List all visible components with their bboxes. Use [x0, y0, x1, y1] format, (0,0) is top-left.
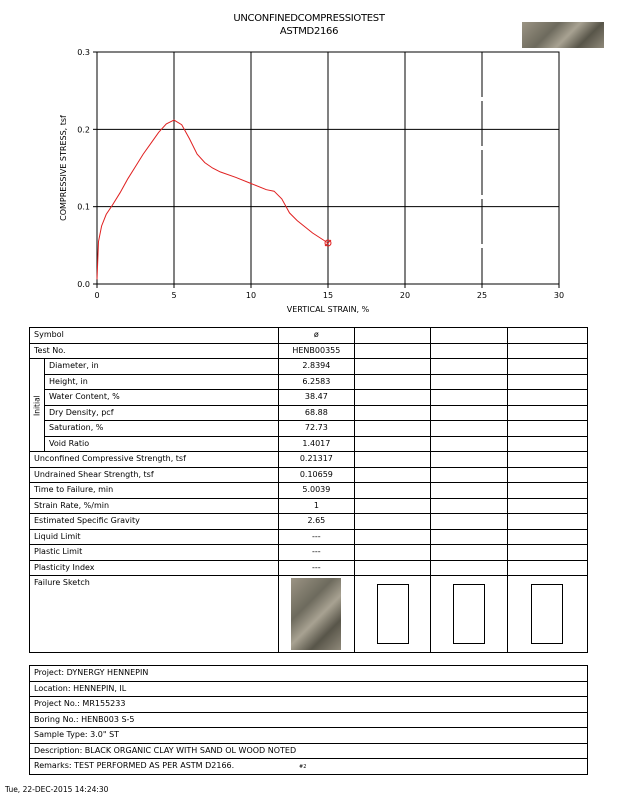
table-row [30, 343, 588, 359]
failure-sketch-empty-cell [431, 576, 507, 653]
empty-value-cell [355, 483, 431, 499]
row-label: Liquid Limit [30, 529, 279, 545]
page-mark: #2 [299, 764, 307, 770]
empty-value-cell [507, 514, 587, 530]
value-cell: --- [278, 545, 355, 561]
table-row [30, 514, 588, 530]
row-label: Unconfined Compressive Strength, tsf [30, 452, 279, 468]
empty-value-cell [355, 514, 431, 530]
table-row [30, 328, 588, 344]
y-tick-label: 0.3 [77, 48, 90, 57]
empty-value-cell [431, 436, 507, 452]
row-label: Symbol [30, 328, 279, 344]
project-info-table [29, 665, 588, 775]
value-cell: 2.65 [278, 514, 355, 530]
boring-number: Boring No.: HENB003 S-5 [30, 712, 588, 728]
x-tick-label: 15 [322, 291, 334, 300]
value-cell: 1.4017 [278, 436, 355, 452]
value-cell: 2.8394 [278, 359, 355, 375]
empty-value-cell [431, 405, 507, 421]
x-tick-label: 0 [94, 291, 100, 300]
empty-value-cell [355, 452, 431, 468]
table-row [30, 452, 588, 468]
empty-value-cell [355, 405, 431, 421]
empty-value-cell [355, 343, 431, 359]
empty-value-cell [355, 545, 431, 561]
value-cell: 68.88 [278, 405, 355, 421]
empty-value-cell [431, 421, 507, 437]
failure-sketch-placeholder-box [453, 584, 485, 644]
table-row [30, 374, 588, 390]
row-label: Void Ratio [45, 436, 279, 452]
value-cell: 6.2583 [278, 374, 355, 390]
table-row [30, 421, 588, 437]
row-label: Saturation, % [45, 421, 279, 437]
x-tick-label: 20 [399, 291, 411, 300]
row-label: Estimated Specific Gravity [30, 514, 279, 530]
table-row [30, 498, 588, 514]
value-cell: 0.10659 [278, 467, 355, 483]
row-label: Test No. [30, 343, 279, 359]
failure-sketch-photo [291, 578, 341, 650]
table-row [30, 529, 588, 545]
value-cell: --- [278, 560, 355, 576]
empty-value-cell [431, 328, 507, 344]
empty-value-cell [355, 498, 431, 514]
empty-value-cell [507, 421, 587, 437]
empty-value-cell [431, 390, 507, 406]
y-axis-label: COMPRESSIVE STRESS, tsf [59, 115, 68, 221]
empty-value-cell [431, 545, 507, 561]
empty-value-cell [431, 452, 507, 468]
empty-value-cell [431, 359, 507, 375]
empty-value-cell [431, 374, 507, 390]
empty-value-cell [355, 560, 431, 576]
failure-sketch-empty-cell [507, 576, 587, 653]
print-timestamp: Tue, 22-DEC-2015 14:24:30 [5, 785, 109, 794]
row-label: Failure Sketch [30, 576, 279, 653]
row-label: Plasticity Index [30, 560, 279, 576]
table-row [30, 390, 588, 406]
sample-description: Description: BLACK ORGANIC CLAY WITH SAND OL WOOD NOTED [30, 743, 588, 759]
empty-value-cell [355, 374, 431, 390]
empty-value-cell [507, 328, 587, 344]
y-tick-label: 0.0 [77, 280, 90, 289]
empty-value-cell [507, 498, 587, 514]
table-row [30, 467, 588, 483]
empty-value-cell [507, 343, 587, 359]
test-results-table [29, 327, 588, 653]
sample-type: Sample Type: 3.0" ST [30, 728, 588, 744]
row-label: Diameter, in [45, 359, 279, 375]
empty-value-cell [355, 328, 431, 344]
failure-sketch-placeholder-box [531, 584, 563, 644]
report-title: UNCONFINEDCOMPRESSIOTEST [233, 13, 385, 24]
empty-value-cell [507, 452, 587, 468]
table-row [30, 560, 588, 576]
stress-strain-curve [97, 120, 328, 279]
empty-value-cell [355, 359, 431, 375]
value-cell: 1 [278, 498, 355, 514]
empty-value-cell [355, 529, 431, 545]
row-label: Undrained Shear Strength, tsf [30, 467, 279, 483]
y-tick-label: 0.1 [77, 202, 90, 212]
x-tick-label: 25 [476, 291, 488, 300]
project-location: Location: HENNEPIN, IL [30, 681, 588, 697]
empty-value-cell [431, 483, 507, 499]
empty-value-cell [355, 436, 431, 452]
value-cell: ø [278, 328, 355, 344]
row-label: Plastic Limit [30, 545, 279, 561]
x-axis-label: VERTICAL STRAIN, % [286, 305, 370, 314]
failure-sketch-photo-cell [278, 576, 355, 653]
y-tick-label: 0.2 [77, 125, 90, 135]
row-label: Water Content, % [45, 390, 279, 406]
empty-value-cell [507, 374, 587, 390]
failure-sketch-row [30, 576, 588, 653]
x-tick-label: 30 [553, 291, 565, 300]
table-row [30, 359, 588, 375]
row-label: Height, in [45, 374, 279, 390]
empty-value-cell [431, 498, 507, 514]
x-tick-label: 5 [171, 291, 177, 300]
empty-value-cell [355, 467, 431, 483]
table-row [30, 545, 588, 561]
initial-group-label: Initial [30, 359, 45, 452]
failure-sketch-empty-cell [355, 576, 431, 653]
empty-value-cell [431, 514, 507, 530]
remarks: Remarks: TEST PERFORMED AS PER ASTM D2166. [30, 759, 588, 775]
empty-value-cell [355, 390, 431, 406]
value-cell: 38.47 [278, 390, 355, 406]
empty-value-cell [507, 483, 587, 499]
empty-value-cell [355, 421, 431, 437]
empty-value-cell [507, 359, 587, 375]
row-label: Time to Failure, min [30, 483, 279, 499]
table-row [30, 436, 588, 452]
value-cell: HENB00355 [278, 343, 355, 359]
value-cell: 72.73 [278, 421, 355, 437]
empty-value-cell [507, 467, 587, 483]
project-name: Project: DYNERGY HENNEPIN [30, 666, 588, 682]
value-cell: --- [278, 529, 355, 545]
x-tick-label: 10 [245, 291, 257, 300]
empty-value-cell [431, 467, 507, 483]
empty-value-cell [507, 529, 587, 545]
empty-value-cell [507, 545, 587, 561]
empty-value-cell [431, 343, 507, 359]
empty-value-cell [507, 560, 587, 576]
table-row [30, 483, 588, 499]
failure-sketch-placeholder-box [377, 584, 409, 644]
table-row [30, 405, 588, 421]
value-cell: 0.21317 [278, 452, 355, 468]
empty-value-cell [507, 436, 587, 452]
empty-value-cell [431, 529, 507, 545]
empty-value-cell [431, 560, 507, 576]
project-number: Project No.: MR155233 [30, 697, 588, 713]
empty-value-cell [507, 390, 587, 406]
report-subtitle: ASTMD2166 [279, 26, 339, 37]
row-label: Strain Rate, %/min [30, 498, 279, 514]
empty-value-cell [507, 405, 587, 421]
value-cell: 5.0039 [278, 483, 355, 499]
row-label: Dry Density, pcf [45, 405, 279, 421]
stress-strain-chart [0, 0, 618, 320]
